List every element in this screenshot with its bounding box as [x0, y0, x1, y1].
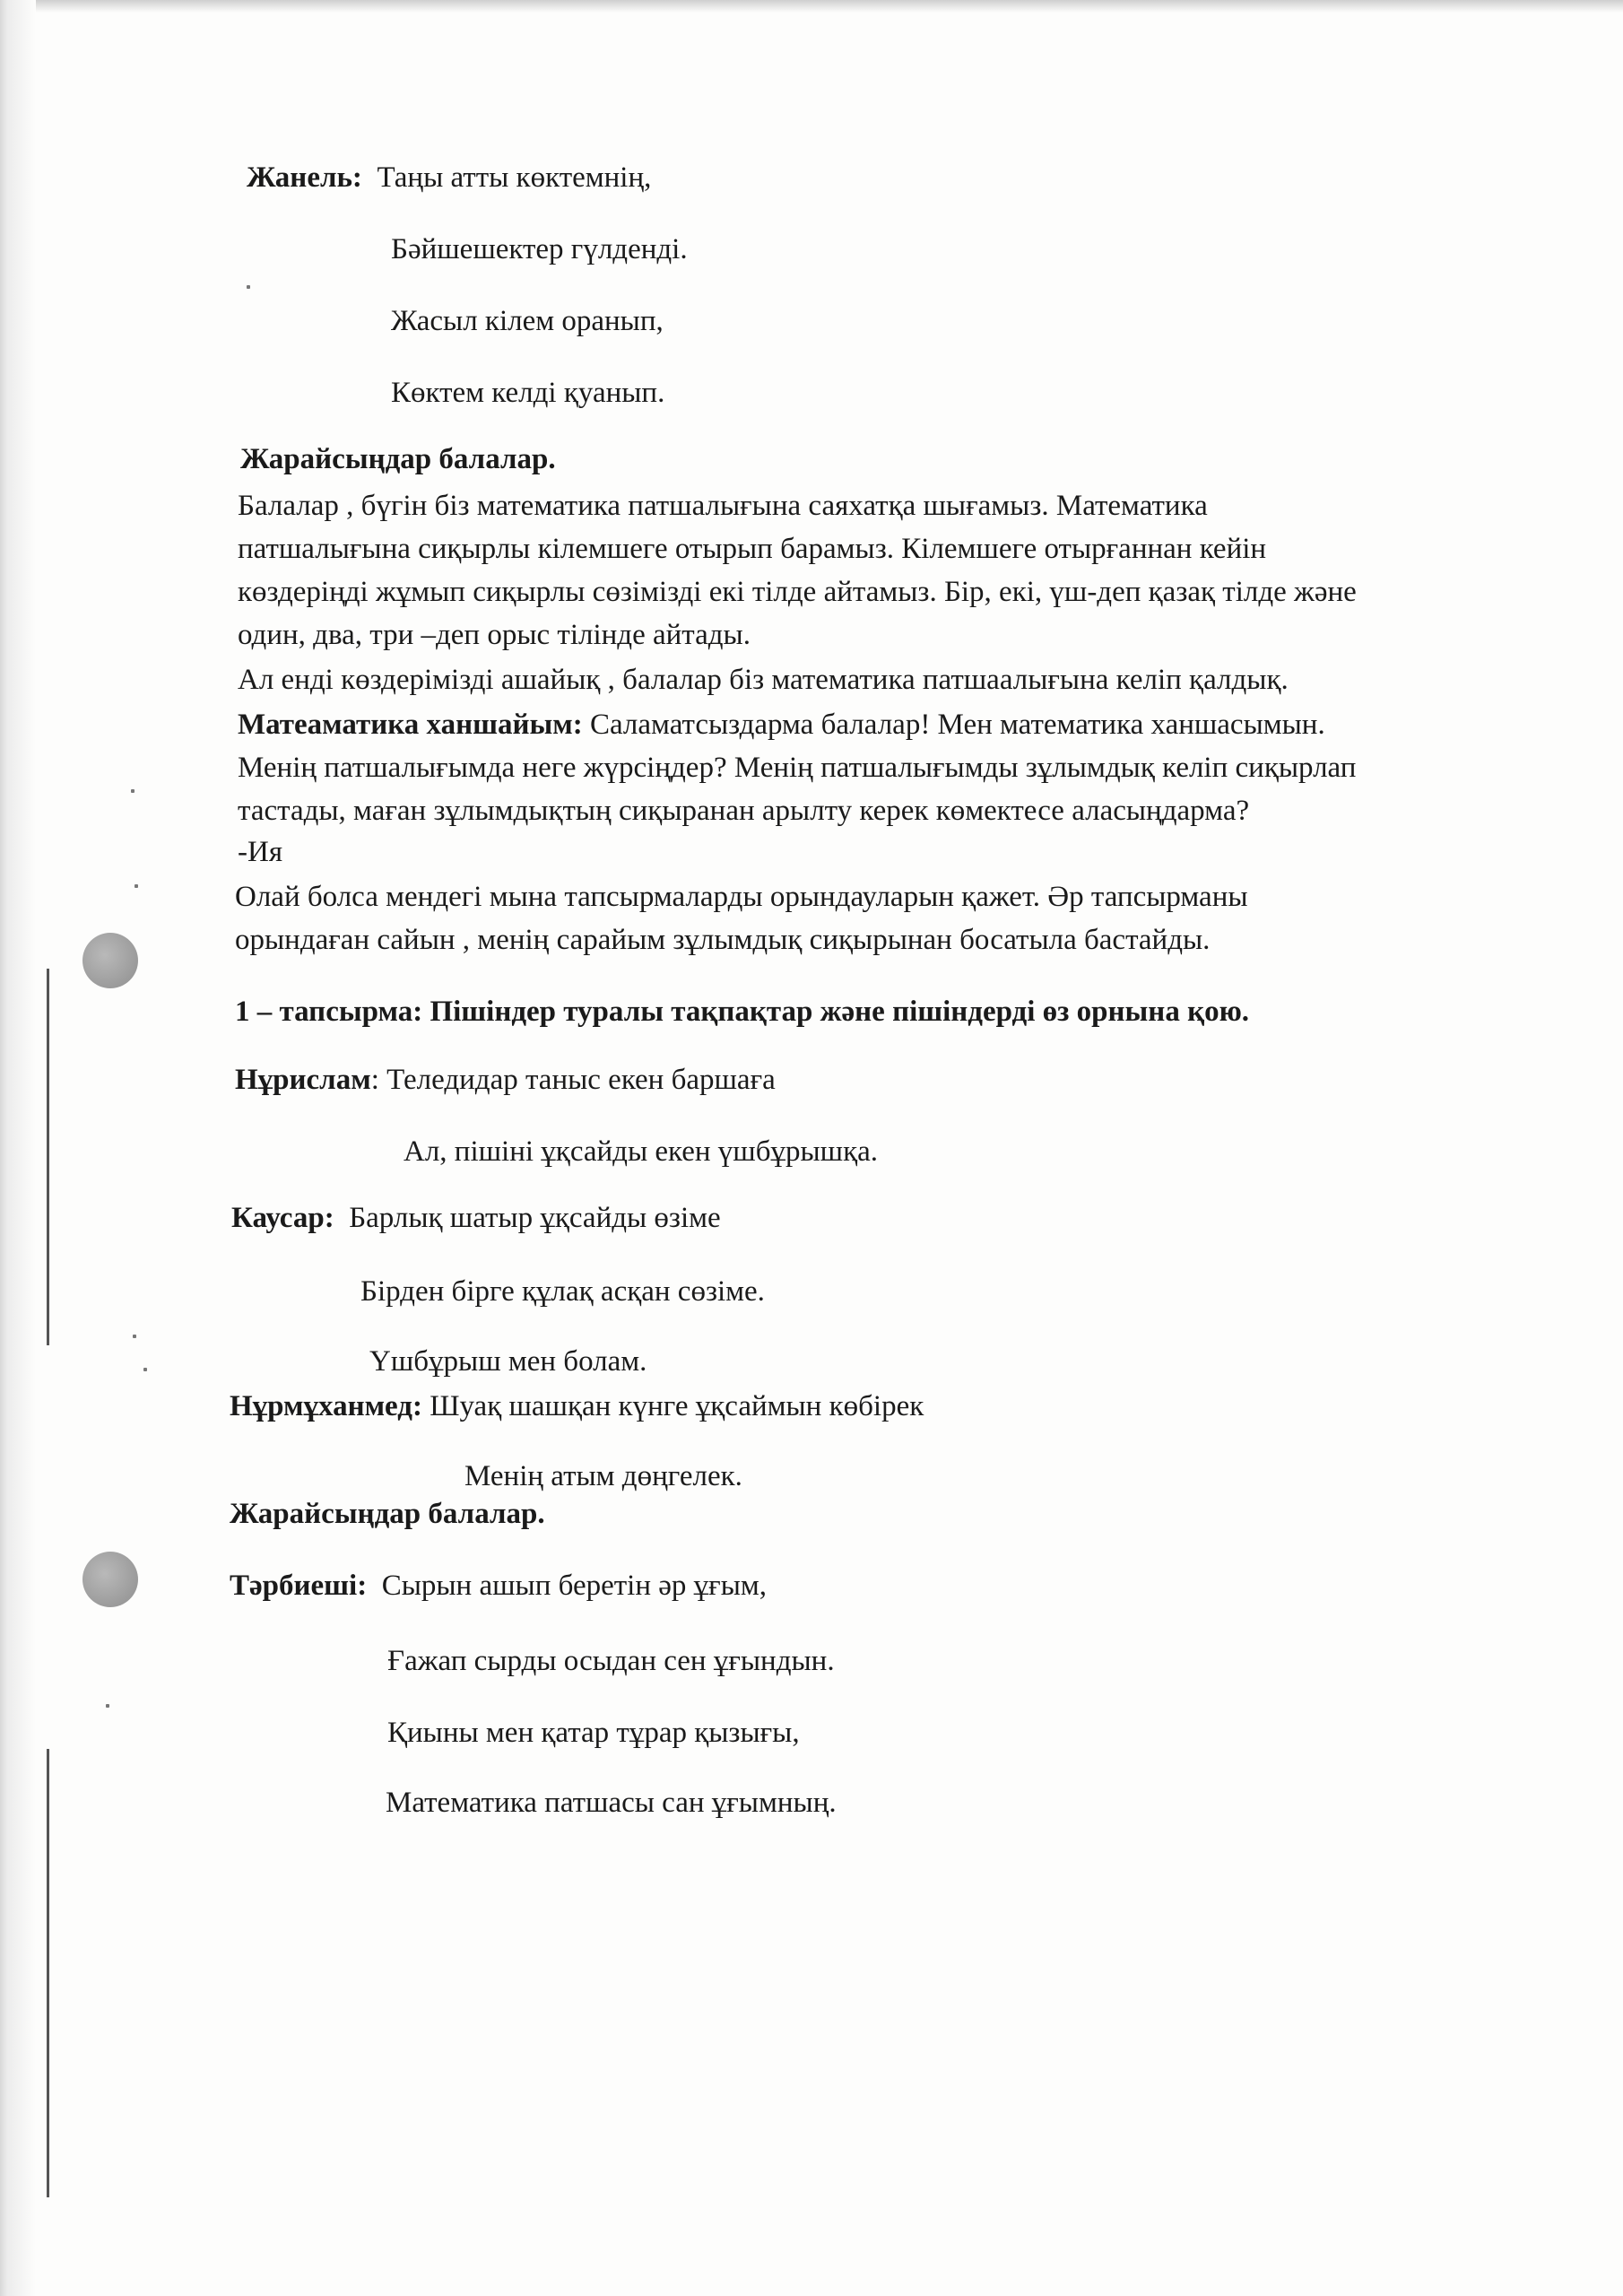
verse-line — [247, 160, 651, 196]
speaker-name: Жанель: — [247, 161, 362, 194]
verse-text: Таңы атты көктемнің, — [377, 161, 652, 194]
speaker-name: Каусар: — [231, 1202, 334, 1234]
punch-hole-upper — [82, 933, 138, 988]
speaker-name: Нұрмұханмед: — [230, 1390, 422, 1422]
scan-left-shadow — [0, 0, 36, 2296]
speck — [131, 789, 135, 793]
verse-text: Теледидар таныс екен баршаға — [386, 1064, 776, 1096]
dialogue-line: орындаған сайын , менің сарайым зұлымдық сиқырынан босатыла бастайды. — [235, 924, 1211, 956]
verse-line — [230, 1568, 767, 1604]
verse-line — [235, 1062, 776, 1098]
speaker-name: Тәрбиеші: — [230, 1570, 368, 1602]
edge-mark — [47, 969, 49, 1345]
verse-line: Ал, пішіні ұқсайды екен үшбұрышқа. — [404, 1135, 879, 1168]
verse-text: Шуақ шашқан күнге ұқсаймын көбірек — [430, 1390, 924, 1422]
verse-line: Ғажап сырды осыдан сен ұғындын. — [387, 1645, 835, 1677]
paragraph-line: патшалығына сиқырлы кілемшеге отырып барамыз. Кілемшеге отырғаннан кейін — [238, 533, 1267, 565]
dialogue-text: Саламатсыздарма балалар! Мен математика ханшасымын. — [589, 709, 1325, 741]
dialogue-line: Менің патшалығымда неге жүрсіңдер? Менің патшалығымды зұлымдық келіп сиқырлап — [238, 752, 1357, 784]
verse-text: Барлық шатыр ұқсайды өзіме — [349, 1202, 721, 1234]
verse-line: Бәйшешектер гүлденді. — [391, 233, 688, 265]
paragraph-line: Ал енді көздерімізді ашайық , балалар біз математика патшаалығына келіп қалдық. — [238, 664, 1289, 696]
punch-hole-lower — [82, 1552, 138, 1607]
paragraph-line: көздеріңді жұмып сиқырлы сөзімізді екі тілде айтамыз. Бір, екі, үш-деп қазақ тілде және — [238, 576, 1357, 608]
scan-top-shadow — [0, 0, 1623, 13]
praise-heading: Жарайсыңдар балалар. — [240, 443, 556, 475]
verse-line — [230, 1388, 924, 1424]
verse-line: Үшбұрыш мен болам. — [369, 1345, 647, 1378]
speck — [247, 285, 250, 289]
task-heading: 1 – тапсырма: Пішіндер туралы тақпақтар және пішіндерді өз орнына қою. — [235, 996, 1250, 1028]
verse-line: Көктем келді қуанып. — [391, 377, 665, 409]
paragraph-line: один, два, три –деп орыс тілінде айтады. — [238, 619, 751, 651]
speck — [135, 884, 138, 888]
speaker-colon: : — [370, 1064, 379, 1096]
verse-line: Математика патшасы сан ұғымның. — [386, 1787, 837, 1819]
speaker-name: Нұрислам — [235, 1064, 371, 1096]
dialogue-line — [238, 707, 1325, 743]
praise-heading: Жарайсыңдар балалар. — [230, 1498, 545, 1530]
speaker-name: Матеаматика ханшайым: — [238, 709, 583, 741]
verse-line: Менің атым дөңгелек. — [464, 1460, 742, 1492]
dialogue-line: тастады, маған зұлымдықтың сиқыранан арылту керек көмектесе аласыңдарма? — [238, 795, 1250, 827]
verse-line — [231, 1200, 721, 1236]
speck — [133, 1335, 136, 1338]
verse-line: Жасыл кілем оранып, — [391, 305, 664, 337]
edge-mark — [47, 1749, 49, 2197]
dialogue-line: -Ия — [238, 836, 282, 868]
speck — [143, 1368, 147, 1371]
dialogue-line: Олай болса мендегі мына тапсырмаларды орындауларын қажет. Әр тапсырманы — [235, 881, 1248, 913]
verse-text: Сырын ашып беретін әр ұғым, — [381, 1570, 767, 1602]
speck — [106, 1704, 109, 1708]
verse-line: Қиыны мен қатар тұрар қызығы, — [387, 1717, 800, 1749]
paragraph-line: Балалар , бүгін біз математика патшалығына саяхатқа шығамыз. Математика — [238, 490, 1208, 522]
verse-line: Бірден бірге құлақ асқан сөзіме. — [360, 1275, 765, 1308]
